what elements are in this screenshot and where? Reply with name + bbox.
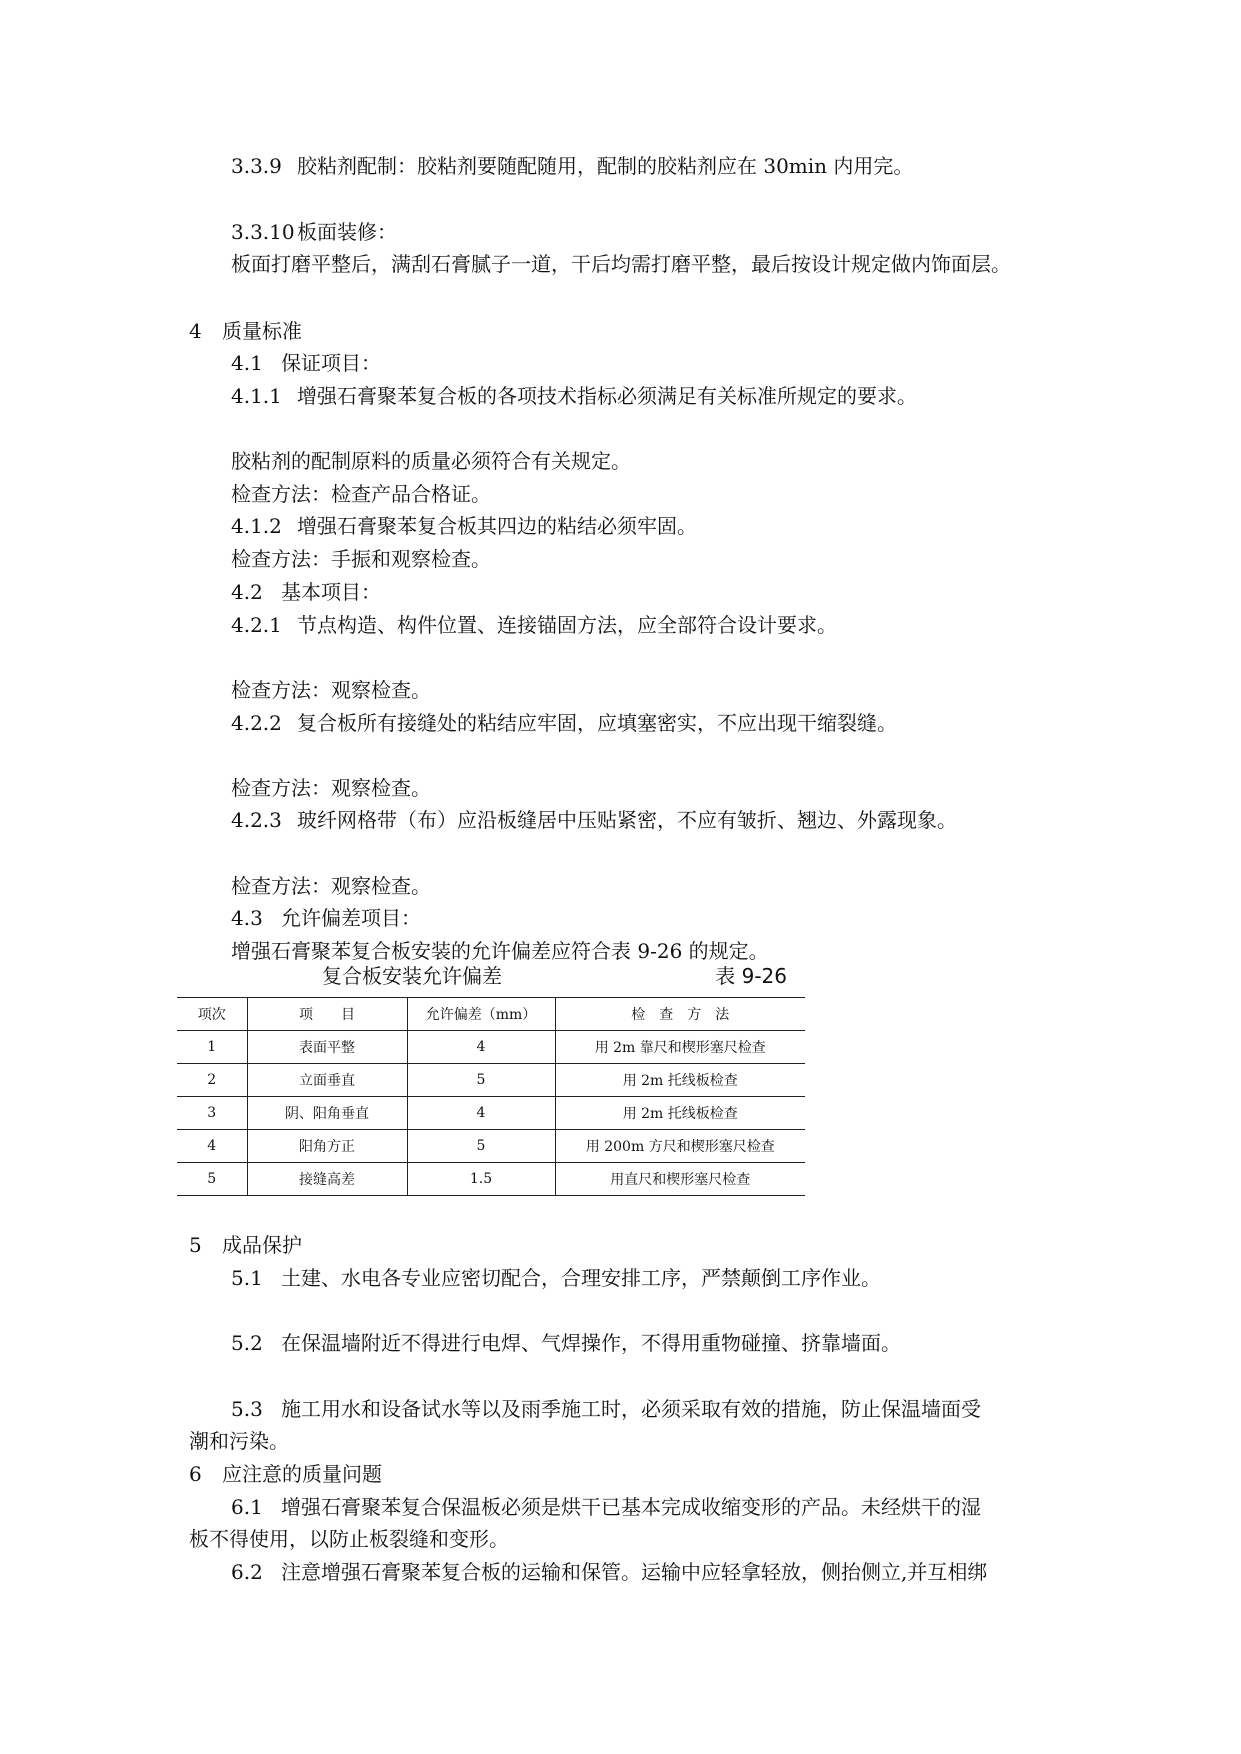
paragraph-line: 板面打磨平整后，满刮石膏腻子一道，干后均需打磨平整，最后按设计规定做内饰面层。 xyxy=(231,252,1011,276)
clause-4-1: 4.1 保证项目： xyxy=(231,351,381,375)
table-cell: 立面垂直 xyxy=(247,1064,407,1097)
table-cell: 阳角方正 xyxy=(247,1130,407,1163)
table-row xyxy=(177,1163,805,1196)
clause-4-1-2: 4.1.2 增强石膏聚苯复合板其四边的粘结必须牢固。 xyxy=(231,514,697,538)
clause-5-2: 5.2 在保温墙附近不得进行电焊、气焊操作，不得用重物碰撞、挤靠墙面。 xyxy=(231,1331,901,1355)
clause-4-2-2: 4.2.2 复合板所有接缝处的粘结应牢固，应填塞密实，不应出现干缩裂缝。 xyxy=(231,711,897,735)
table-row xyxy=(177,1130,805,1163)
table-cell: 5 xyxy=(407,1130,555,1163)
table-cell: 用 2m 靠尺和楔形塞尺检查 xyxy=(555,1031,805,1064)
inspection-method: 检查方法：检查产品合格证。 xyxy=(231,482,491,506)
paragraph-line: 胶粘剂的配制原料的质量必须符合有关规定。 xyxy=(231,449,631,473)
paragraph-line: 潮和污染。 xyxy=(189,1429,289,1453)
clause-4-2-3: 4.2.3 玻纤网格带（布）应沿板缝居中压贴紧密，不应有皱折、翘边、外露现象。 xyxy=(231,808,957,832)
table-cell: 用 2m 托线板检查 xyxy=(555,1064,805,1097)
table-header-row xyxy=(177,998,805,1031)
clause-4-1-1: 4.1.1 增强石膏聚苯复合板的各项技术指标必须满足有关标准所规定的要求。 xyxy=(231,384,917,408)
inspection-method: 检查方法：观察检查。 xyxy=(231,678,431,702)
deviation-table xyxy=(177,997,805,1196)
clause-4-2-1: 4.2.1 节点构造、构件位置、连接锚固方法，应全部符合设计要求。 xyxy=(231,613,837,637)
table-cell: 4 xyxy=(407,1097,555,1130)
column-header: 允许偏差（mm） xyxy=(407,998,555,1031)
clause-3-3-10: 3.3.10 板面装修： xyxy=(231,220,397,244)
column-header: 项次 xyxy=(197,1007,226,1023)
inspection-method: 检查方法：观察检查。 xyxy=(231,776,431,800)
section-heading-4: 4 质量标准 xyxy=(189,319,302,343)
table-title: 复合板安装允许偏差 xyxy=(322,964,502,988)
table-cell: 用 200m 方尺和楔形塞尺检查 xyxy=(555,1130,805,1163)
table-cell: 用直尺和楔形塞尺检查 xyxy=(555,1163,805,1196)
table-caption xyxy=(177,962,805,990)
table-cell: 接缝高差 xyxy=(247,1163,407,1196)
table-cell: 5 xyxy=(177,1163,247,1196)
column-header: 项 目 xyxy=(247,998,407,1031)
section-heading-6: 6 应注意的质量问题 xyxy=(189,1462,382,1486)
clause-5-3: 5.3 施工用水和设备试水等以及雨季施工时，必须采取有效的措施，防止保温墙面受 xyxy=(231,1397,981,1421)
clause-6-2: 6.2 注意增强石膏聚苯复合板的运输和保管。运输中应轻拿轻放，侧抬侧立,并互相绑 xyxy=(231,1560,988,1584)
table-row xyxy=(177,1097,805,1130)
table-row xyxy=(177,1031,805,1064)
inspection-method: 检查方法：观察检查。 xyxy=(231,874,431,898)
clause-5-1: 5.1 土建、水电各专业应密切配合，合理安排工序，严禁颠倒工序作业。 xyxy=(231,1266,881,1290)
clause-4-2: 4.2 基本项目： xyxy=(231,580,381,604)
table-cell: 1 xyxy=(177,1031,247,1064)
table-cell: 4 xyxy=(407,1031,555,1064)
paragraph-line: 增强石膏聚苯复合板安装的允许偏差应符合表 9-26 的规定。 xyxy=(231,939,769,963)
table-cell: 表面平整 xyxy=(247,1031,407,1064)
table-number: 表 9-26 xyxy=(715,964,787,988)
clause-3-3-9: 3.3.9 胶粘剂配制：胶粘剂要随配随用，配制的胶粘剂应在 30min 内用完。 xyxy=(231,154,914,178)
table-cell: 3 xyxy=(177,1097,247,1130)
table-cell: 1.5 xyxy=(407,1163,555,1196)
section-heading-5: 5 成品保护 xyxy=(189,1233,302,1257)
table-cell: 2 xyxy=(177,1064,247,1097)
table-row xyxy=(177,1064,805,1097)
clause-6-1: 6.1 增强石膏聚苯复合保温板必须是烘干已基本完成收缩变形的产品。未经烘干的湿 xyxy=(231,1495,981,1519)
table-cell: 阴、阳角垂直 xyxy=(247,1097,407,1130)
clause-4-3: 4.3 允许偏差项目： xyxy=(231,906,421,930)
column-header: 检 查 方 法 xyxy=(555,998,805,1031)
inspection-method: 检查方法：手振和观察检查。 xyxy=(231,547,491,571)
table-cell: 4 xyxy=(177,1130,247,1163)
paragraph-line: 板不得使用，以防止板裂缝和变形。 xyxy=(189,1527,509,1551)
table-cell: 5 xyxy=(407,1064,555,1097)
table-cell: 用 2m 托线板检查 xyxy=(555,1097,805,1130)
